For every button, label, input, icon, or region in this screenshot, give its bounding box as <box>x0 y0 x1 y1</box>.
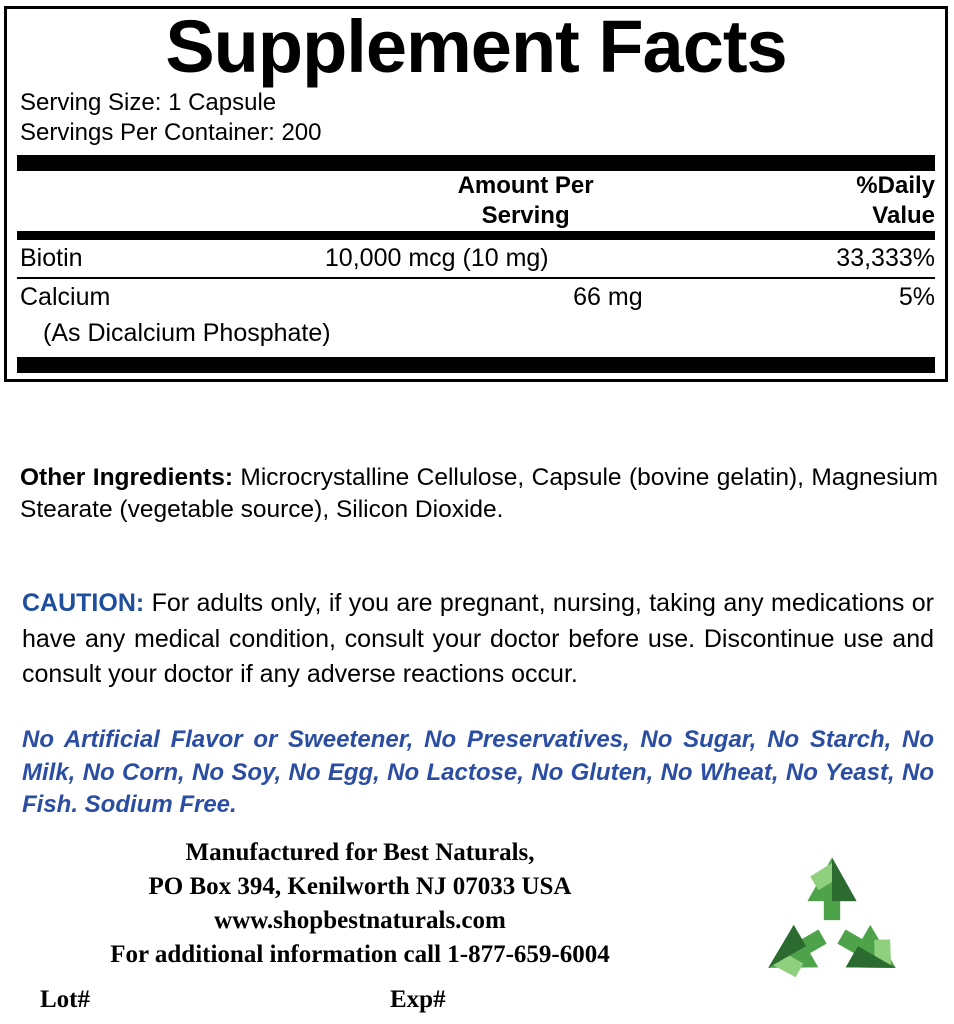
divider-thick-bottom <box>17 357 935 373</box>
nutrition-table <box>17 171 935 231</box>
manufacturer-website[interactable]: www.shopbestnaturals.com <box>214 907 506 934</box>
other-ingredients-label: Other Ingredients: <box>20 464 233 491</box>
caution-text: For adults only, if you are pregnant, nursing, taking any medications or have any medical condition, consult your doctor before use. Discontinue use and consult your doctor if any adverse reactions occur. <box>22 589 934 688</box>
nutrient-source-note: (As Dicalcium Phosphate) <box>43 318 331 347</box>
nutrient-daily-value: 33,333% <box>836 243 935 272</box>
header-amount-per-serving <box>340 171 712 231</box>
servings-per-container: Servings Per Container: 200 <box>20 119 322 147</box>
divider-medium <box>17 231 935 240</box>
expiration-label: Exp# <box>390 986 446 1013</box>
manufacturer-address: PO Box 394, Kenilworth NJ 07033 USA <box>148 873 572 900</box>
header-dv-line1: %Daily <box>856 171 935 199</box>
caution-label: CAUTION: <box>22 589 145 617</box>
manufacturer-block <box>0 836 720 972</box>
table-row <box>17 279 935 317</box>
table-row <box>17 240 935 278</box>
manufacturer-phone: For additional information call 1-877-659-6004 <box>110 941 610 968</box>
serving-size: Serving Size: 1 Capsule <box>20 88 277 116</box>
nutrient-amount: 66 mg <box>573 283 643 312</box>
header-amount-line1: Amount Per <box>457 171 594 199</box>
supplement-facts-panel <box>4 6 948 382</box>
lot-number-label: Lot# <box>40 986 90 1013</box>
free-from-claims: No Artificial Flavor or Sweetener, No Preservatives, No Sugar, No Starch, No Milk, No Corn, No Soy, No Egg, No Lactose, No Gluten, No Wheat, No Yeast, No Fish. Sodium Free. <box>22 726 934 819</box>
header-daily-value <box>712 171 935 231</box>
nutrient-daily-value: 5% <box>898 283 935 312</box>
nutrient-rows <box>17 240 935 278</box>
divider-thick-top <box>17 155 935 171</box>
table-row-sub <box>17 317 935 351</box>
nutrient-amount: 10,000 mcg (10 mg) <box>324 243 549 272</box>
nutrient-name: Calcium <box>20 283 111 312</box>
other-ingredients <box>20 462 938 527</box>
header-dv-line2: Value <box>872 201 935 229</box>
other-ingredients-text: Microcrystalline Cellulose, Capsule (bovine gelatin), Magnesium Stearate (vegetable source), Silicon Dioxide. <box>20 464 938 524</box>
nutrient-name: Biotin <box>20 243 83 272</box>
table-header-row <box>17 171 935 231</box>
recycle-icon <box>742 852 922 1002</box>
manufacturer-name: Manufactured for Best Naturals, <box>185 839 535 866</box>
panel-title: Supplement Facts <box>165 5 787 88</box>
nutrient-rows-2 <box>17 279 935 350</box>
caution-block <box>22 586 934 693</box>
header-spacer <box>17 171 340 231</box>
header-amount-line2: Serving <box>481 201 570 229</box>
